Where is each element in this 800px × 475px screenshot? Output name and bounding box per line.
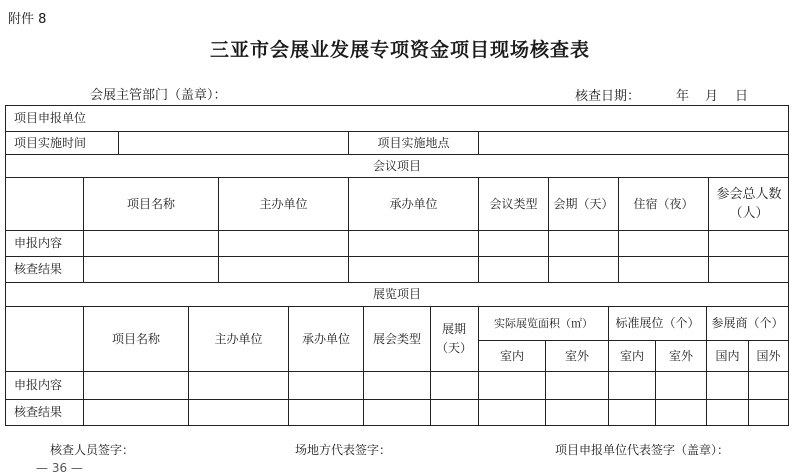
exhibition-col-organizer: 承办单位 — [301, 331, 350, 346]
date-year: 年 — [676, 89, 690, 104]
exhibition-col-type: 展会类型 — [372, 331, 421, 346]
impl-time-field[interactable] — [119, 132, 348, 154]
exhibition-section-title: 展览项目 — [372, 287, 421, 301]
date-day: 日 — [735, 89, 749, 104]
meeting-row-verified: 核查结果 — [14, 262, 63, 276]
exhibition-col-host: 主办单位 — [214, 331, 263, 346]
exhibitor-foreign-label: 国外 — [756, 348, 781, 363]
booth-outdoor-label: 室外 — [668, 348, 693, 363]
applicant-signature-label: 项目申报单位代表签字（盖章）： — [555, 443, 730, 457]
inspection-date-label: 核查日期： — [575, 89, 641, 104]
exhibition-row-declared: 申报内容 — [14, 378, 63, 392]
impl-location-field[interactable] — [479, 132, 788, 154]
exhibition-group-area: 实际展览面积（㎡） — [494, 316, 593, 330]
exhibition-group-exhibitor: 参展商（个） — [711, 316, 784, 330]
area-indoor-label: 室内 — [499, 348, 524, 363]
meeting-col-type: 会议类型 — [489, 196, 538, 211]
meeting-col-lodging: 住宿（夜） — [633, 196, 694, 211]
meeting-col-host: 主办单位 — [259, 196, 308, 211]
meeting-col-attendees: 参会总人数（人） — [716, 186, 782, 221]
page-title: 三亚市会展业发展专项资金项目现场核查表 — [209, 39, 590, 61]
booth-indoor-label: 室内 — [619, 348, 644, 363]
area-outdoor-label: 室外 — [564, 348, 589, 363]
date-month: 月 — [705, 89, 719, 104]
meeting-section-title: 会议项目 — [372, 158, 421, 173]
inspector-signature-label: 核查人员签字： — [50, 443, 135, 457]
exhibition-col-project-name: 项目名称 — [111, 331, 160, 346]
meeting-row-declared: 申报内容 — [14, 236, 63, 250]
page-number: — 36 — — [36, 461, 83, 475]
exhibition-row-verified: 核查结果 — [14, 405, 63, 419]
exhibition-group-booth: 标准展位（个） — [615, 316, 700, 330]
applicant-unit-label: 项目申报单位 — [14, 111, 87, 125]
venue-signature-label: 场地方代表签字： — [295, 443, 392, 457]
dept-stamp-label: 会展主管部门（盖章）： — [90, 88, 227, 103]
meeting-col-duration: 会期（天） — [553, 196, 614, 211]
attachment-label: 附件 8 — [8, 12, 47, 27]
meeting-col-project-name: 项目名称 — [126, 196, 175, 211]
applicant-unit-field[interactable] — [119, 106, 788, 131]
exhibitor-domestic-label: 国内 — [715, 348, 740, 363]
impl-time-label: 项目实施时间 — [14, 135, 87, 150]
meeting-col-organizer: 承办单位 — [389, 196, 438, 211]
impl-location-label: 项目实施地点 — [377, 135, 450, 150]
exhibition-col-duration: 展期（天） — [435, 321, 472, 355]
